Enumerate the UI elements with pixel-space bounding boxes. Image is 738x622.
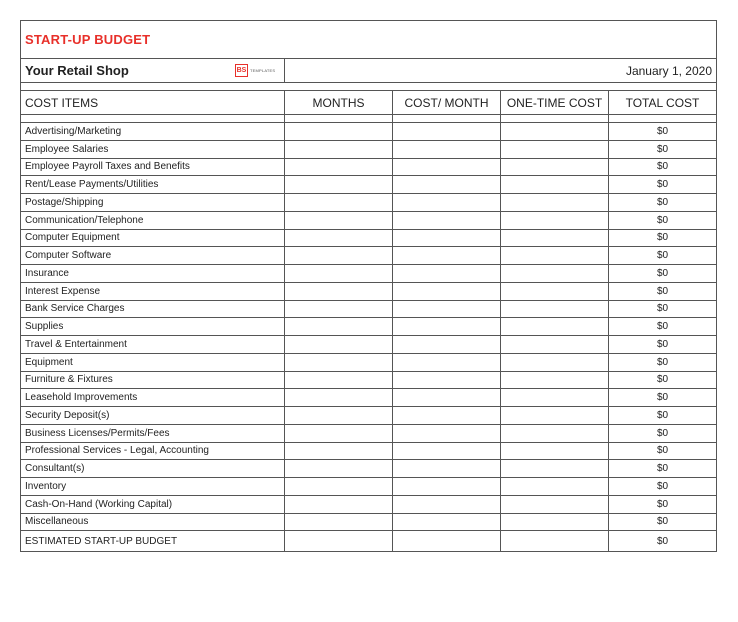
one-time-cost-cell[interactable] [501, 531, 609, 551]
brand-logo [235, 64, 275, 77]
cost-item-cell[interactable]: Computer Software [21, 247, 285, 264]
one-time-cost-cell[interactable] [501, 230, 609, 247]
cost-item-cell[interactable]: Advertising/Marketing [21, 123, 285, 140]
table-row [21, 336, 716, 354]
cost-month-cell[interactable] [393, 514, 501, 531]
cost-item-cell[interactable]: Equipment [21, 354, 285, 371]
spacer-row [21, 83, 716, 91]
table-row [21, 247, 716, 265]
one-time-cost-cell[interactable] [501, 514, 609, 531]
total-cost-cell[interactable]: $0 [656, 427, 669, 439]
table-row [21, 372, 716, 390]
header-cost-month: COST/ MONTH [393, 91, 501, 114]
total-cost-cell[interactable]: $0 [656, 356, 669, 368]
table-row [21, 212, 716, 230]
cost-item-cell[interactable]: Travel & Entertainment [21, 336, 285, 353]
spacer-row [21, 115, 716, 123]
one-time-cost-cell[interactable] [501, 354, 609, 371]
cost-item-cell[interactable]: Employee Payroll Taxes and Benefits [21, 159, 285, 176]
table-row [21, 265, 716, 283]
cost-item-cell[interactable]: Leasehold Improvements [21, 389, 285, 406]
cost-item-cell[interactable]: Business Licenses/Permits/Fees [21, 425, 285, 442]
one-time-cost-cell[interactable] [501, 141, 609, 158]
total-cost-cell[interactable]: $0 [656, 179, 669, 191]
shop-name: Your Retail Shop [25, 63, 129, 78]
cost-item-cell[interactable]: Inventory [21, 478, 285, 495]
months-cell[interactable] [285, 460, 393, 477]
one-time-cost-cell[interactable] [501, 425, 609, 442]
cost-item-cell[interactable]: Bank Service Charges [21, 301, 285, 318]
table-row [21, 354, 716, 372]
one-time-cost-cell[interactable] [501, 318, 609, 335]
months-cell[interactable] [285, 194, 393, 211]
one-time-cost-cell[interactable] [501, 336, 609, 353]
cost-item-cell[interactable]: Cash-On-Hand (Working Capital) [21, 496, 285, 513]
spacer-cell [393, 115, 501, 122]
cost-month-cell[interactable] [393, 425, 501, 442]
table-row [21, 389, 716, 407]
cost-month-cell[interactable] [393, 194, 501, 211]
months-cell[interactable] [285, 265, 393, 282]
cost-month-cell[interactable] [393, 372, 501, 389]
months-cell[interactable] [285, 531, 393, 551]
one-time-cost-cell[interactable] [501, 194, 609, 211]
months-cell[interactable] [285, 514, 393, 531]
total-cost-cell[interactable]: $0 [656, 267, 669, 279]
header-cost-items: COST ITEMS [21, 91, 285, 114]
months-cell[interactable] [285, 372, 393, 389]
cost-month-cell[interactable] [393, 407, 501, 424]
cost-item-cell[interactable]: Furniture & Fixtures [21, 372, 285, 389]
shop-row [21, 59, 716, 83]
cost-month-cell[interactable] [393, 159, 501, 176]
header-row [21, 91, 716, 115]
one-time-cost-cell[interactable] [501, 496, 609, 513]
cost-item-cell[interactable]: Security Deposit(s) [21, 407, 285, 424]
one-time-cost-cell[interactable] [501, 372, 609, 389]
months-cell[interactable] [285, 318, 393, 335]
one-time-cost-cell[interactable] [501, 443, 609, 460]
spacer-cell [609, 115, 716, 122]
months-cell[interactable] [285, 230, 393, 247]
cost-month-cell[interactable] [393, 531, 501, 551]
cost-month-cell[interactable] [393, 354, 501, 371]
table-row [21, 159, 716, 177]
total-cost-cell[interactable]: $0 [656, 516, 669, 528]
months-cell[interactable] [285, 141, 393, 158]
cost-item-cell[interactable]: Rent/Lease Payments/Utilities [21, 176, 285, 193]
months-cell[interactable] [285, 283, 393, 300]
table-row [21, 460, 716, 478]
budget-sheet [20, 20, 717, 552]
months-cell[interactable] [285, 159, 393, 176]
table-row [21, 283, 716, 301]
one-time-cost-cell[interactable] [501, 123, 609, 140]
total-cost-cell[interactable]: $0 [656, 392, 669, 404]
cost-item-cell[interactable]: Insurance [21, 265, 285, 282]
total-cost-cell[interactable]: $0 [656, 143, 669, 155]
total-cost-cell[interactable]: $0 [656, 232, 669, 244]
cost-month-cell[interactable] [393, 336, 501, 353]
cost-item-cell[interactable]: Computer Equipment [21, 230, 285, 247]
date-cell[interactable] [285, 59, 716, 82]
one-time-cost-cell[interactable] [501, 212, 609, 229]
total-cost-cell[interactable]: $0 [656, 463, 669, 475]
one-time-cost-cell[interactable] [501, 407, 609, 424]
one-time-cost-cell[interactable] [501, 460, 609, 477]
total-cost-cell[interactable]: $0 [656, 498, 669, 510]
header-total-cost: TOTAL COST [625, 95, 700, 110]
total-cost-cell[interactable]: $0 [656, 214, 669, 226]
logo-mark: BS [235, 64, 248, 77]
table-row [21, 123, 716, 141]
spacer-cell [285, 115, 393, 122]
table-row [21, 301, 716, 319]
one-time-cost-cell[interactable] [501, 176, 609, 193]
total-cost-cell[interactable]: $0 [656, 535, 669, 547]
table-row [21, 496, 716, 514]
one-time-cost-cell[interactable] [501, 247, 609, 264]
months-cell[interactable] [285, 443, 393, 460]
table-row [21, 425, 716, 443]
cost-month-cell[interactable] [393, 318, 501, 335]
shop-name-cell[interactable] [21, 59, 285, 82]
months-cell[interactable] [285, 407, 393, 424]
header-months: MONTHS [285, 91, 393, 114]
cost-item-cell[interactable]: ESTIMATED START-UP BUDGET [21, 531, 285, 551]
total-cost-cell[interactable]: $0 [656, 196, 669, 208]
cost-item-cell[interactable]: Miscellaneous [21, 514, 285, 531]
cost-item-cell[interactable]: Professional Services - Legal, Accounting [21, 443, 285, 460]
table-row [21, 141, 716, 159]
months-cell[interactable] [285, 212, 393, 229]
total-cost-cell[interactable]: $0 [656, 125, 669, 137]
one-time-cost-cell[interactable] [501, 265, 609, 282]
months-cell[interactable] [285, 354, 393, 371]
table-row [21, 194, 716, 212]
table-row [21, 318, 716, 336]
cost-item-cell[interactable]: Employee Salaries [21, 141, 285, 158]
total-cost-cell[interactable]: $0 [656, 338, 669, 350]
cost-item-cell[interactable]: Interest Expense [21, 283, 285, 300]
cost-month-cell[interactable] [393, 141, 501, 158]
months-cell[interactable] [285, 496, 393, 513]
total-cost-cell[interactable]: $0 [656, 250, 669, 262]
table-row [21, 407, 716, 425]
months-cell[interactable] [285, 425, 393, 442]
total-cost-cell[interactable]: $0 [656, 374, 669, 386]
header-one-time-cost: ONE-TIME COST [501, 91, 609, 114]
cost-month-cell[interactable] [393, 301, 501, 318]
total-cost-cell[interactable]: $0 [656, 480, 669, 492]
one-time-cost-cell[interactable] [501, 478, 609, 495]
months-cell[interactable] [285, 478, 393, 495]
months-cell[interactable] [285, 301, 393, 318]
sheet-title: START-UP BUDGET [25, 32, 151, 47]
cost-item-cell[interactable]: Communication/Telephone [21, 212, 285, 229]
cost-month-cell[interactable] [393, 176, 501, 193]
one-time-cost-cell[interactable] [501, 301, 609, 318]
total-cost-cell[interactable]: $0 [656, 445, 669, 457]
cost-month-cell[interactable] [393, 460, 501, 477]
months-cell[interactable] [285, 176, 393, 193]
one-time-cost-cell[interactable] [501, 159, 609, 176]
total-cost-cell[interactable]: $0 [656, 303, 669, 315]
cost-month-cell[interactable] [393, 247, 501, 264]
total-cost-cell[interactable]: $0 [656, 285, 669, 297]
cost-month-cell[interactable] [393, 212, 501, 229]
cost-month-cell[interactable] [393, 265, 501, 282]
total-cost-cell[interactable]: $0 [656, 321, 669, 333]
cost-item-cell[interactable]: Postage/Shipping [21, 194, 285, 211]
table-row [21, 514, 716, 532]
cost-month-cell[interactable] [393, 496, 501, 513]
months-cell[interactable] [285, 389, 393, 406]
cost-item-cell[interactable]: Supplies [21, 318, 285, 335]
months-cell[interactable] [285, 247, 393, 264]
spacer-cell [501, 115, 609, 122]
table-row [21, 478, 716, 496]
one-time-cost-cell[interactable] [501, 283, 609, 300]
months-cell[interactable] [285, 123, 393, 140]
title-row [21, 21, 716, 59]
total-cost-cell[interactable]: $0 [656, 409, 669, 421]
budget-rows [21, 123, 716, 551]
cost-month-cell[interactable] [393, 478, 501, 495]
table-row [21, 230, 716, 248]
total-cost-cell[interactable]: $0 [656, 161, 669, 173]
cost-month-cell[interactable] [393, 123, 501, 140]
one-time-cost-cell[interactable] [501, 389, 609, 406]
table-row [21, 176, 716, 194]
months-cell[interactable] [285, 336, 393, 353]
table-row [21, 531, 716, 551]
logo-text: TEMPLATES [250, 68, 276, 73]
cost-month-cell[interactable] [393, 443, 501, 460]
cost-month-cell[interactable] [393, 389, 501, 406]
date: January 1, 2020 [625, 63, 712, 78]
cost-item-cell[interactable]: Consultant(s) [21, 460, 285, 477]
table-row [21, 443, 716, 461]
spacer-cell [21, 115, 285, 122]
cost-month-cell[interactable] [393, 283, 501, 300]
cost-month-cell[interactable] [393, 230, 501, 247]
